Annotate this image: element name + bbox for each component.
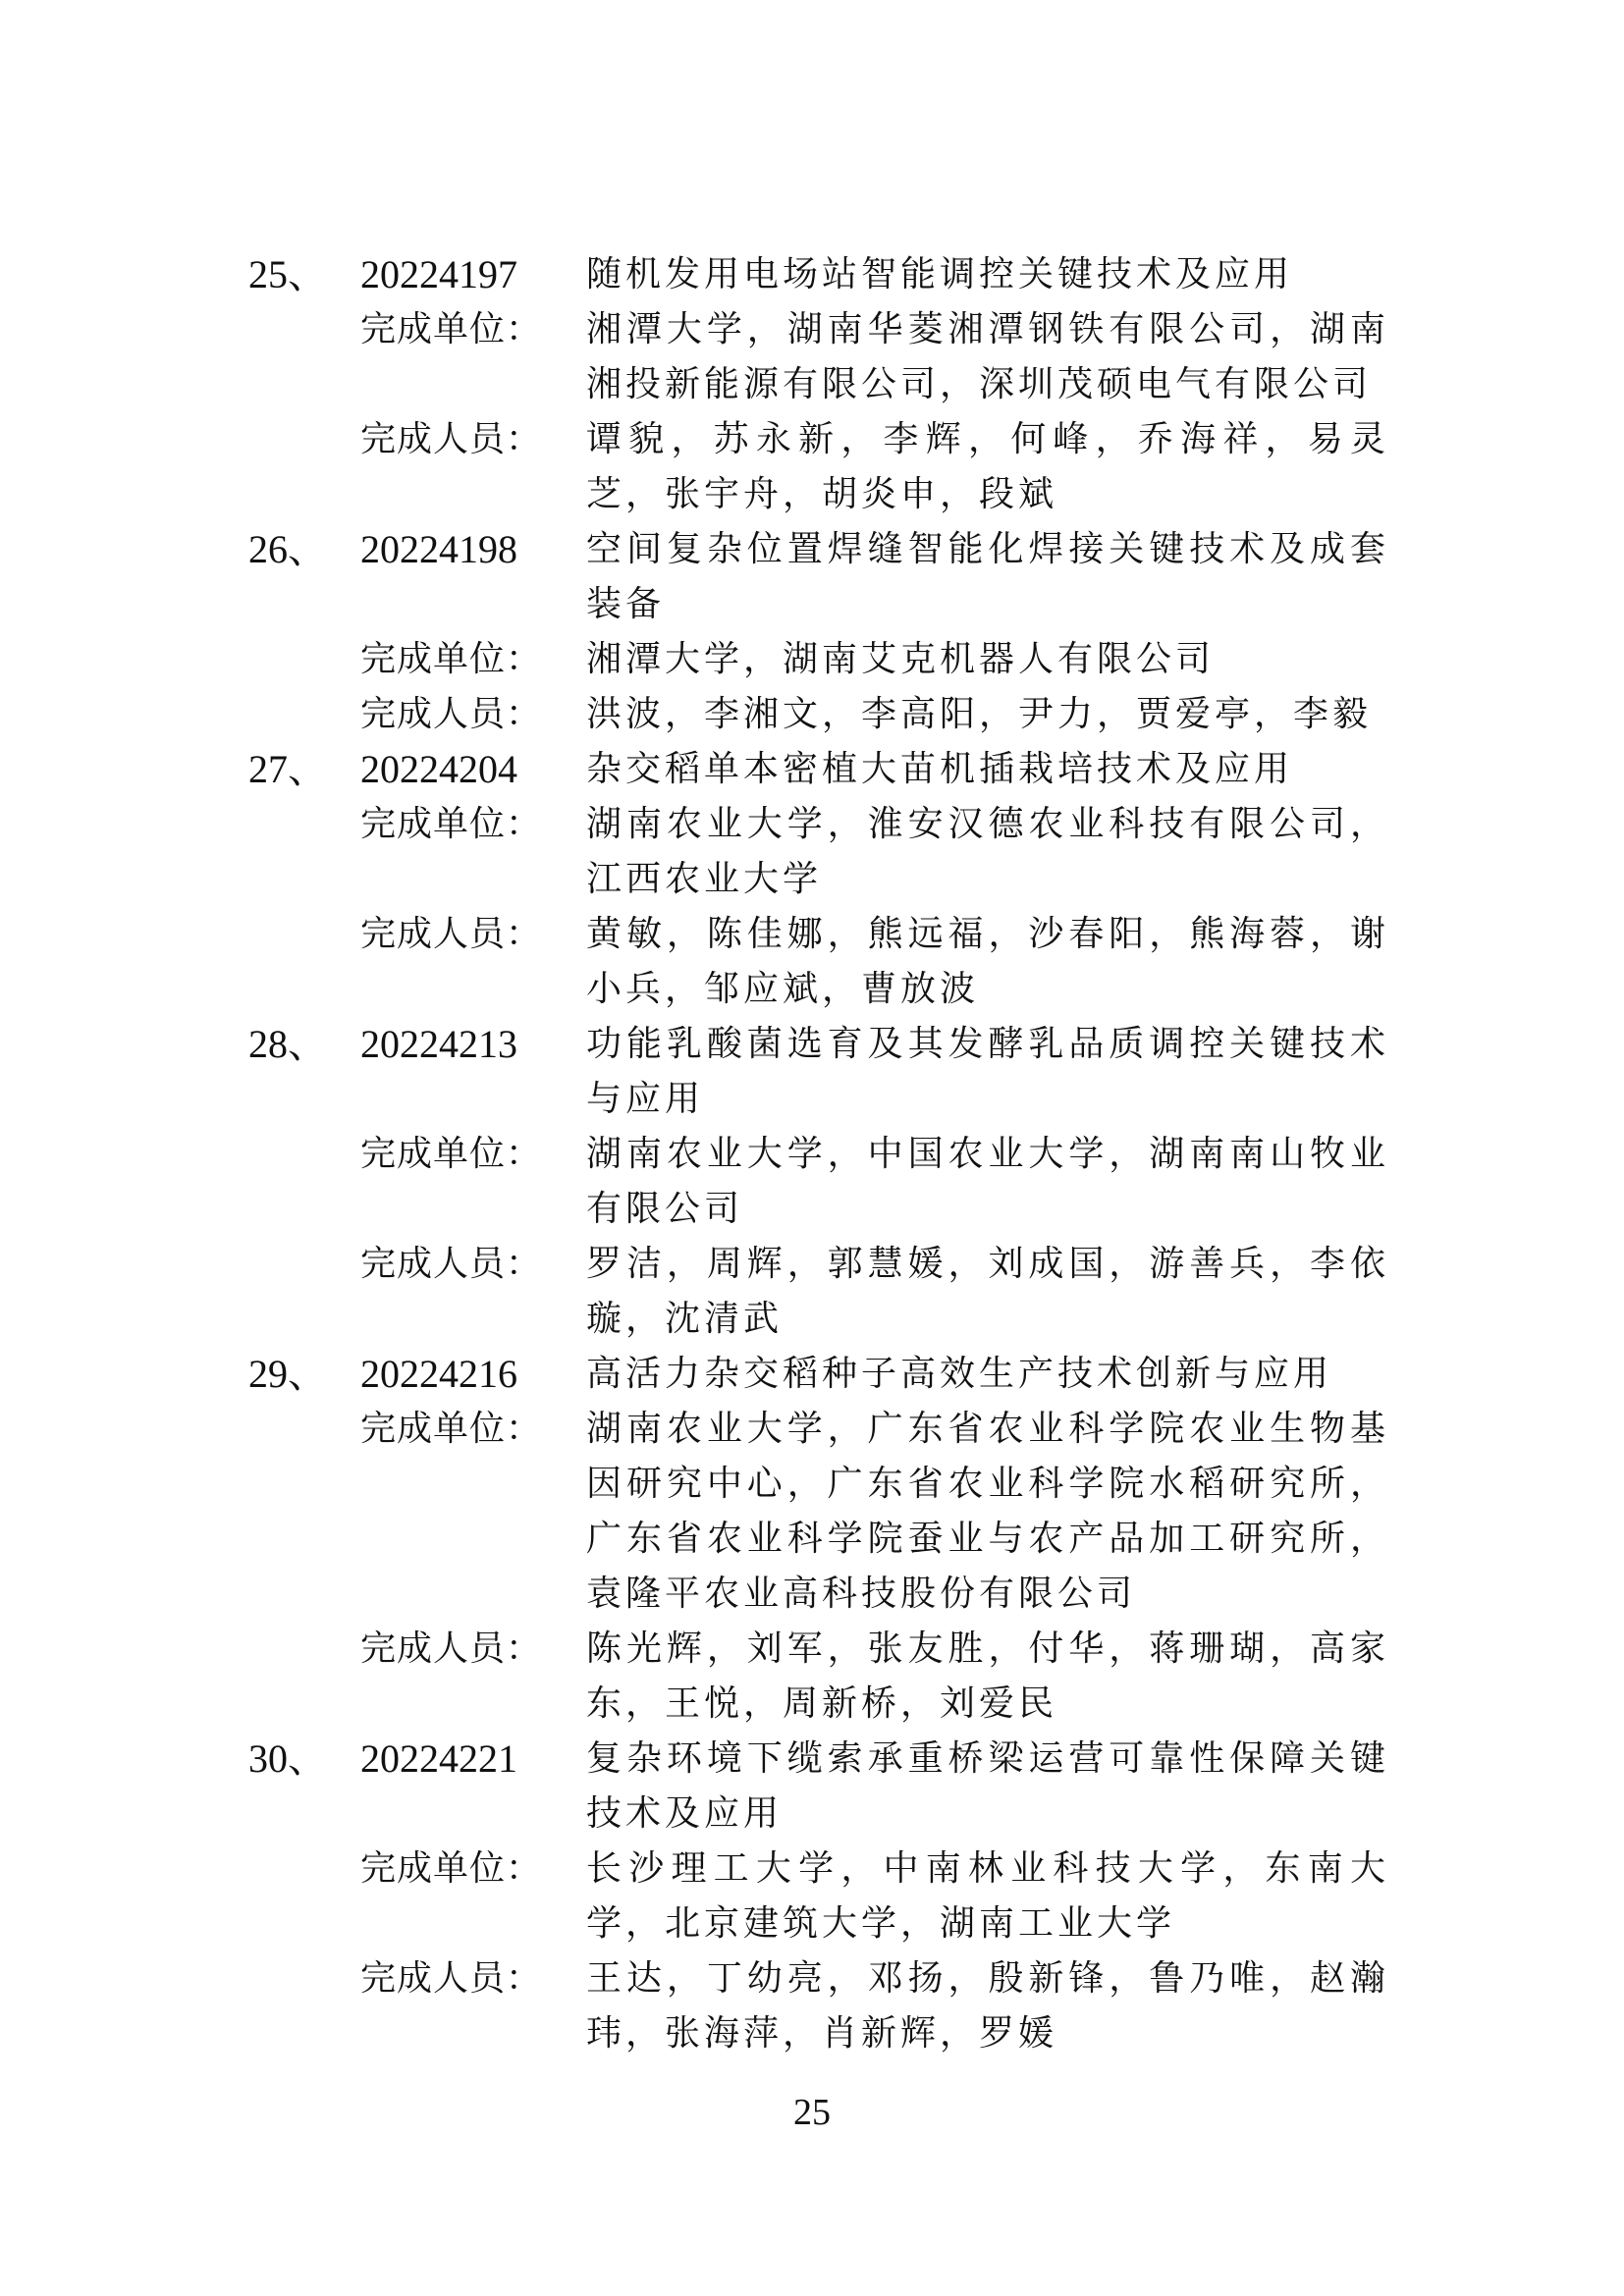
people-label: 完成人员： [360,694,543,734]
units-text: 湖南农业大学，广东省农业科学院农业生物基因研究中心，广东省农业科学院水稻研究所，广东省农业科学院蚕业与农产品加工研究所，袁隆平农业高科技股份有限公司 [586,1409,1389,1614]
entry-code: 20224204 [360,747,517,791]
award-entry-list [248,247,1389,2061]
people-text: 谭貌，苏永新，李辉，何峰，乔海祥，易灵芝，张宇舟，胡炎申，段斌 [586,419,1389,514]
entry-code: 20224197 [360,252,517,296]
entry-title: 复杂环境下缆索承重桥梁运营可靠性保障关键技术及应用 [586,1738,1389,1834]
entry-header-row [248,247,1389,302]
people-row [248,1951,1389,2061]
award-entry [248,742,1389,1017]
units-label: 完成单位： [360,1134,543,1174]
people-label: 完成人员： [360,1244,543,1284]
units-text: 湘潭大学，湖南艾克机器人有限公司 [586,639,1216,679]
units-label: 完成单位： [360,1409,543,1449]
people-row [248,1622,1389,1732]
entry-header-row [248,1347,1389,1402]
units-label: 完成单位： [360,1848,543,1889]
units-text: 长沙理工大学，中南林业科技大学，东南大学，北京建筑大学，湖南工业大学 [586,1848,1389,1944]
entry-code: 20224221 [360,1736,517,1781]
entry-title: 功能乳酸菌选育及其发酵乳品质调控关键技术与应用 [586,1024,1389,1119]
people-row [248,907,1389,1017]
award-entry [248,1017,1389,1347]
people-label: 完成人员： [360,419,543,459]
units-row [248,797,1389,907]
award-entry [248,522,1389,742]
units-row [248,302,1389,412]
people-label: 完成人员： [360,1629,543,1669]
units-row [248,1842,1389,1951]
units-row [248,632,1389,687]
entry-header-row [248,1017,1389,1127]
entry-title: 高活力杂交稻种子高效生产技术创新与应用 [586,1354,1333,1394]
people-text: 罗洁，周辉，郭慧媛，刘成国，游善兵，李依璇，沈清武 [586,1244,1389,1339]
units-row [248,1402,1389,1622]
people-label: 完成人员： [360,1958,543,1999]
people-text: 陈光辉，刘军，张友胜，付华，蒋珊瑚，高家东，王悦，周新桥，刘爱民 [586,1629,1389,1724]
units-text: 湘潭大学，湖南华菱湘潭钢铁有限公司，湖南湘投新能源有限公司，深圳茂硕电气有限公司 [586,309,1389,404]
people-row [248,412,1389,522]
units-text: 湖南农业大学，淮安汉德农业科技有限公司，江西农业大学 [586,804,1389,899]
entry-code: 20224198 [360,527,517,571]
award-entry [248,1347,1389,1732]
units-row [248,1127,1389,1237]
units-label: 完成单位： [360,639,543,679]
units-label: 完成单位： [360,804,543,844]
entry-number: 30、 [248,1736,327,1781]
entry-title: 随机发用电场站智能调控关键技术及应用 [586,254,1294,294]
entry-number: 29、 [248,1352,327,1396]
award-entry [248,247,1389,522]
people-row [248,687,1389,742]
units-label: 完成单位： [360,309,543,349]
people-text: 王达，丁幼亮，邓扬，殷新锋，鲁乃唯，赵瀚玮，张海萍，肖新辉，罗媛 [586,1958,1389,2054]
entry-header-row [248,742,1389,797]
entry-number: 28、 [248,1022,327,1066]
units-text: 湖南农业大学，中国农业大学，湖南南山牧业有限公司 [586,1134,1389,1229]
people-row [248,1237,1389,1347]
people-label: 完成人员： [360,914,543,954]
entry-header-row [248,522,1389,632]
entry-number: 26、 [248,527,327,571]
people-text: 洪波，李湘文，李高阳，尹力，贾爱亭，李毅 [586,694,1373,734]
entry-number: 25、 [248,252,327,296]
entry-title: 空间复杂位置焊缝智能化焊接关键技术及成套装备 [586,529,1389,624]
entry-title: 杂交稻单本密植大苗机插栽培技术及应用 [586,749,1294,789]
entry-header-row [248,1732,1389,1842]
page-number: 25 [793,2092,831,2133]
entry-code: 20224213 [360,1022,517,1066]
award-entry [248,1732,1389,2061]
entry-number: 27、 [248,747,327,791]
entry-code: 20224216 [360,1352,517,1396]
people-text: 黄敏，陈佳娜，熊远福，沙春阳，熊海蓉，谢小兵，邹应斌，曹放波 [586,914,1389,1009]
